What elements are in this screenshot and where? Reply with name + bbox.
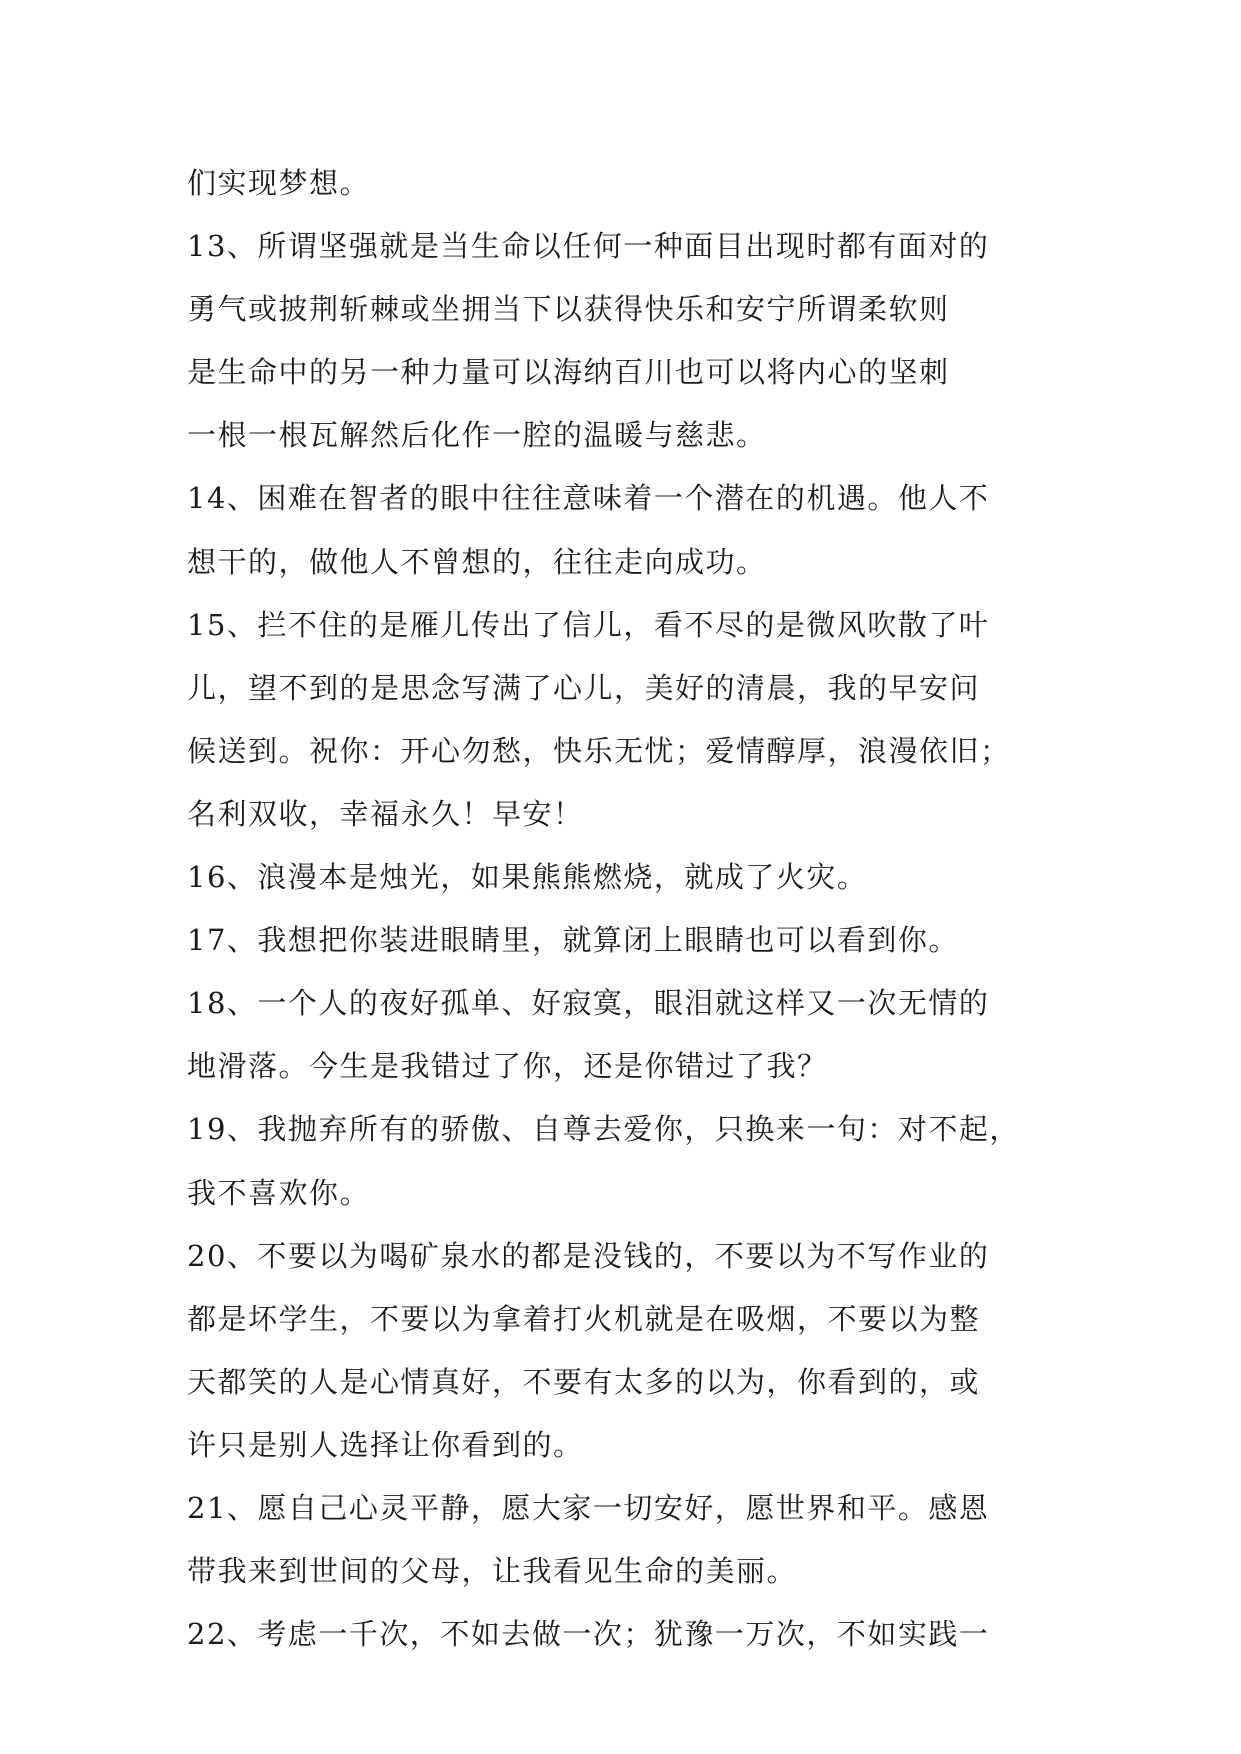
text-line: 14、困难在智者的眼中往往意味着一个潜在的机遇。他人不 [187,481,990,516]
document-body [187,152,1047,1666]
text-line: 17、我想把你装进眼睛里，就算闭上眼睛也可以看到你。 [187,923,959,958]
text-line: 许只是别人选择让你看到的。 [187,1427,584,1462]
text-line: 13、所谓坚强就是当生命以任何一种面目出现时都有面对的 [187,229,990,264]
text-line: 儿，望不到的是思念写满了心儿，美好的清晨，我的早安问 [187,670,981,705]
text-line: 一根一根瓦解然后化作一腔的温暖与慈悲。 [187,418,767,453]
text-line: 19、我抛弃所有的骄傲、自尊去爱你，只换来一句：对不起， [187,1112,1020,1147]
text-line: 16、浪漫本是烛光，如果熊熊燃烧，就成了火灾。 [187,860,868,895]
text-line: 带我来到世间的父母，让我看见生命的美丽。 [187,1554,798,1589]
text-line: 是生命中的另一种力量可以海纳百川也可以将内心的坚刺 [187,355,950,390]
text-line: 想干的，做他人不曾想的，往往走向成功。 [187,544,767,579]
text-line: 候送到。祝你：开心勿愁，快乐无忧；爱情醇厚，浪漫依旧； [187,733,1011,768]
text-line: 22、考虑一千次，不如去做一次；犹豫一万次，不如实践一 [187,1617,990,1652]
text-line: 18、一个人的夜好孤单、好寂寞，眼泪就这样又一次无情的 [187,986,990,1021]
text-line: 15、拦不住的是雁儿传出了信儿，看不尽的是微风吹散了叶 [187,607,990,642]
text-line: 都是坏学生，不要以为拿着打火机就是在吸烟，不要以为整 [187,1301,981,1336]
text-line: 天都笑的人是心情真好，不要有太多的以为，你看到的，或 [187,1364,981,1399]
text-line: 20、不要以为喝矿泉水的都是没钱的，不要以为不写作业的 [187,1238,990,1273]
text-line: 名利双收，幸福永久！早安！ [187,796,584,831]
text-line: 我不喜欢你。 [187,1175,371,1210]
text-line: 地滑落。今生是我错过了你，还是你错过了我？ [187,1049,828,1084]
text-line: 们实现梦想。 [187,166,371,200]
text-line: 勇气或披荆斩棘或坐拥当下以获得快乐和安宁所谓柔软则 [187,292,950,327]
text-line: 21、愿自己心灵平静，愿大家一切安好，愿世界和平。感恩 [187,1490,990,1525]
